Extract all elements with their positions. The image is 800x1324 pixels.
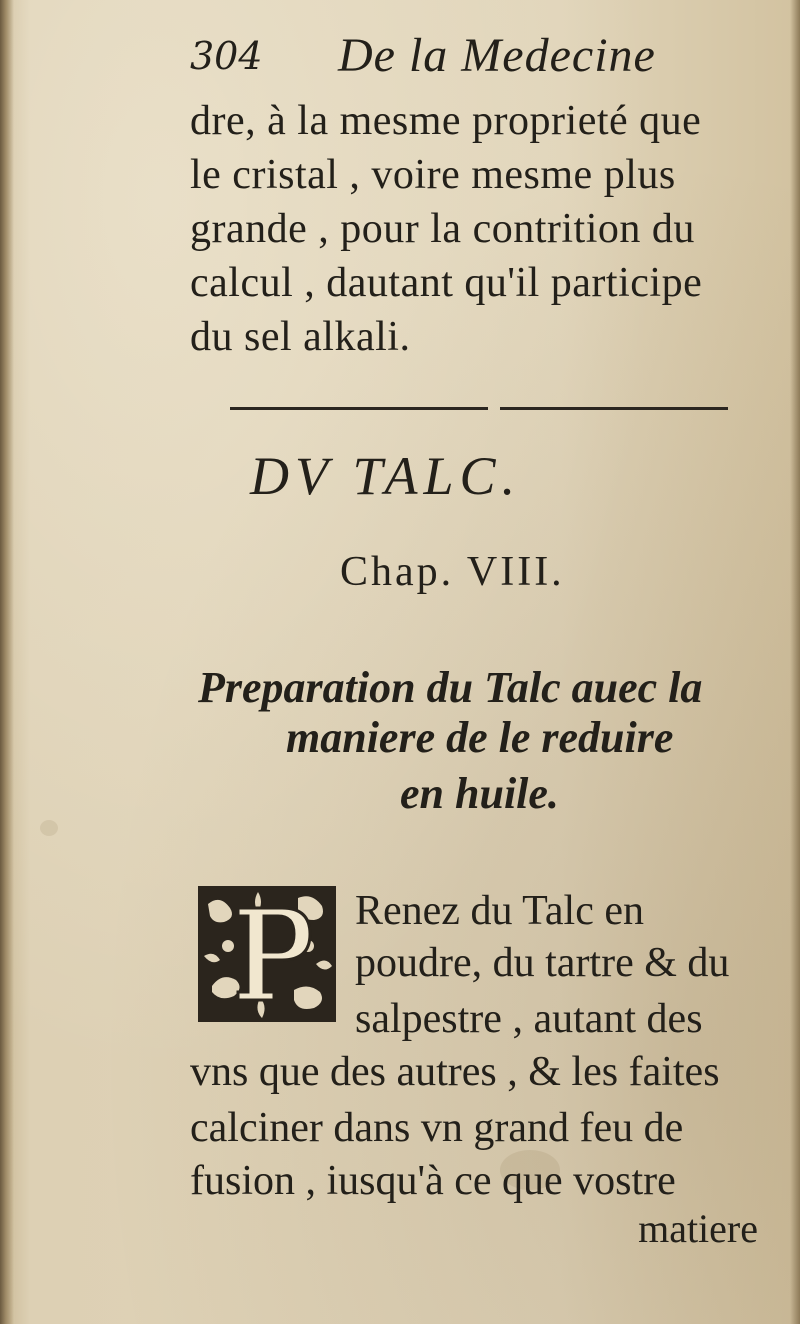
paragraph-line: salpestre , autant des	[355, 996, 703, 1042]
text-line: calcul , dautant qu'il participe	[190, 260, 703, 306]
ink-spot	[40, 820, 58, 836]
running-head: De la Medecine	[338, 29, 656, 82]
paragraph-line: poudre, du tartre & du	[355, 940, 730, 986]
paragraph-line: calciner dans vn grand feu de	[190, 1105, 684, 1151]
spine-shadow	[0, 0, 14, 1324]
text-line: du sel alkali.	[190, 314, 411, 360]
section-rule-left	[230, 407, 488, 410]
section-rule-right	[500, 407, 728, 410]
text-line: le cristal , voire mesme plus	[190, 152, 676, 198]
drop-cap	[198, 886, 336, 1022]
chapter-number: Chap. VIII.	[340, 549, 565, 595]
page-edge	[790, 0, 800, 1324]
continued-text	[190, 96, 760, 366]
text-line: grande , pour la contrition du	[190, 206, 695, 252]
ornamental-letter-icon	[198, 886, 336, 1022]
page-header	[190, 28, 710, 88]
subtitle-line: Preparation du Talc auec la	[198, 663, 703, 712]
paragraph-line: vns que des autres , & les faites	[190, 1049, 720, 1095]
paragraph-line: fusion , iusqu'à ce que vostre	[190, 1158, 676, 1204]
paragraph-line: Renez du Talc en	[355, 888, 644, 934]
subtitle-line: en huile.	[400, 769, 559, 818]
text-line: dre, à la mesme proprieté que	[190, 98, 702, 144]
catchword: matiere	[638, 1206, 758, 1251]
subtitle-line: maniere de le reduire	[286, 713, 674, 762]
page-number: 304	[190, 34, 263, 78]
chapter-title: DV TALC.	[250, 446, 522, 506]
